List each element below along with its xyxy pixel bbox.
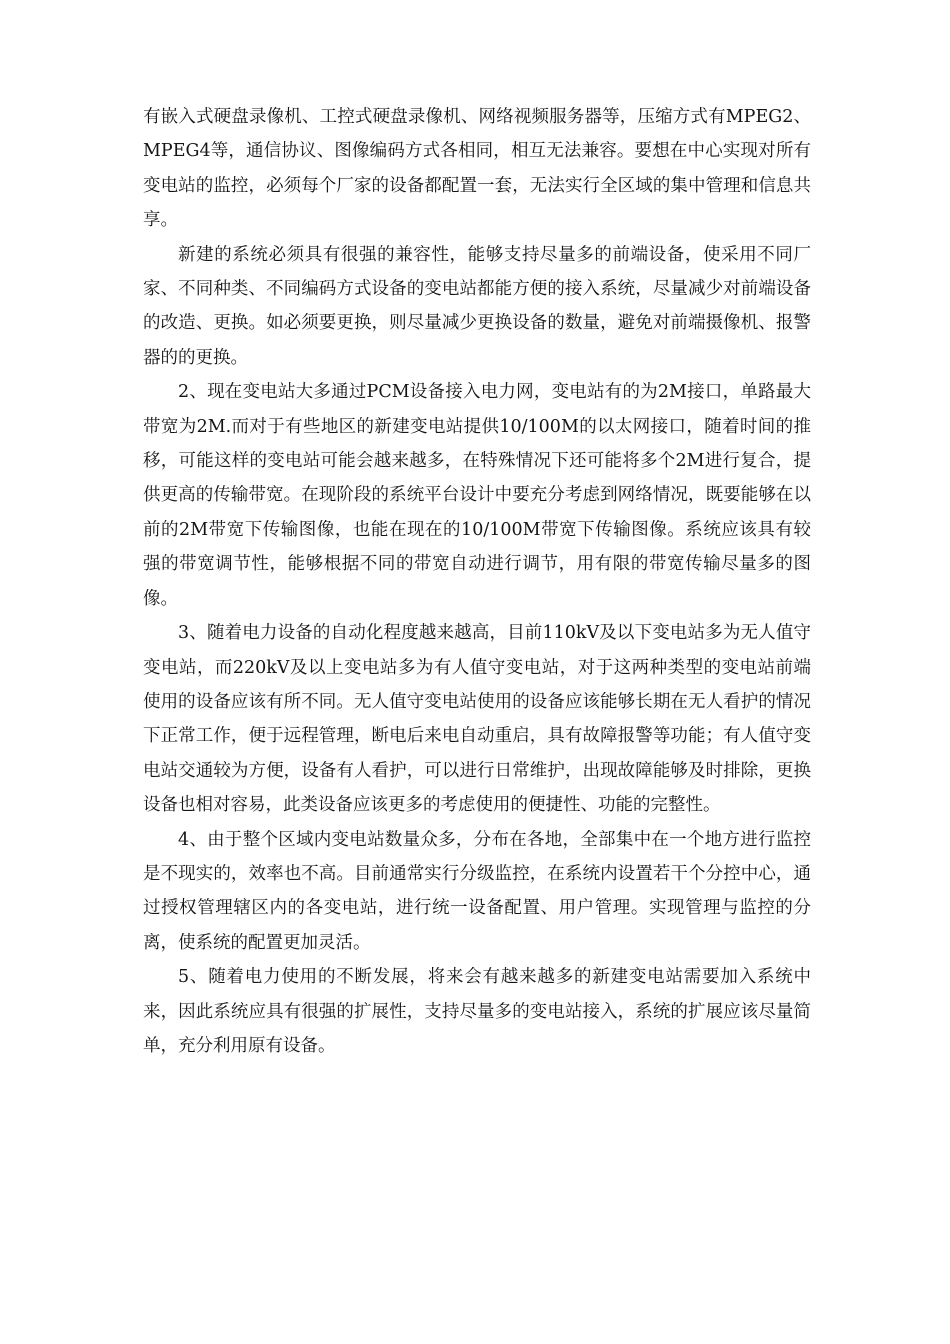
paragraph-item-4-hierarchical-monitoring: 4、由于整个区域内变电站数量众多，分布在各地，全部集中在一个地方进行监控是不现实的，效率也不高。目前通常实行分级监控，在系统内设置若干个分控中心，通过授权管理辖区内的各变电站，进行统一设备配置、用户管理。实现管理与监控的分离，使系统的配置更加灵活。 <box>143 829 811 953</box>
paragraph-continued: 有嵌入式硬盘录像机、工控式硬盘录像机、网络视频服务器等，压缩方式有MPEG2、MPEG4等，通信协议、图像编码方式各相同，相互无法兼容。要想在中心实现对所有变电站的监控，必须每个厂家的设备都配置一套，无法实行全区域的集中管理和信息共享。 <box>143 107 811 231</box>
paragraph-item-3-substation-types: 3、随着电力设备的自动化程度越来越高，目前110kV及以下变电站多为无人值守变电站，而220kV及以上变电站多为有人值守变电站，对于这两种类型的变电站前端使用的设备应该有所不同。无人值守变电站使用的设备应该能够长期在无人看护的情况下正常工作，便于远程管理，断电后来电自动重启，具有故障报警等功能；有人值守变电站交通较为方便，设备有人看护，可以进行日常维护，出现故障能够及时排除，更换设备也相对容易，此类设备应该更多的考虑使用的便捷性、功能的完整性。 <box>143 623 811 816</box>
paragraph-item-2-bandwidth: 2、现在变电站大多通过PCM设备接入电力网，变电站有的为2M接口，单路最大带宽为2M.而对于有些地区的新建变电站提供10/100M的以太网接口，随着时间的推移，可能这样的变电站可能会越来越多，在特殊情况下还可能将多个2M进行复合，提供更高的传输带宽。在现阶段的系统平台设计中要充分考虑到网络情况，既要能够在以前的2M带宽下传输图像，也能在现在的10/100M带宽下传输图像。系统应该具有较强的带宽调节性，能够根据不同的带宽自动进行调节，用有限的带宽传输尽量多的图像。 <box>143 382 811 609</box>
document-body <box>143 100 811 1063</box>
paragraph-item-5-expandability: 5、随着电力使用的不断发展，将来会有越来越多的新建变电站需要加入系统中来，因此系统应具有很强的扩展性，支持尽量多的变电站接入，系统的扩展应该尽量简单，充分利用原有设备。 <box>143 967 811 1056</box>
paragraph-compatibility: 新建的系统必须具有很强的兼容性，能够支持尽量多的前端设备，使采用不同厂家、不同种类、不同编码方式设备的变电站都能方便的接入系统，尽量减少对前端设备的改造、更换。如必须要更换，则尽量减少更换设备的数量，避免对前端摄像机、报警器的的更换。 <box>143 244 811 368</box>
